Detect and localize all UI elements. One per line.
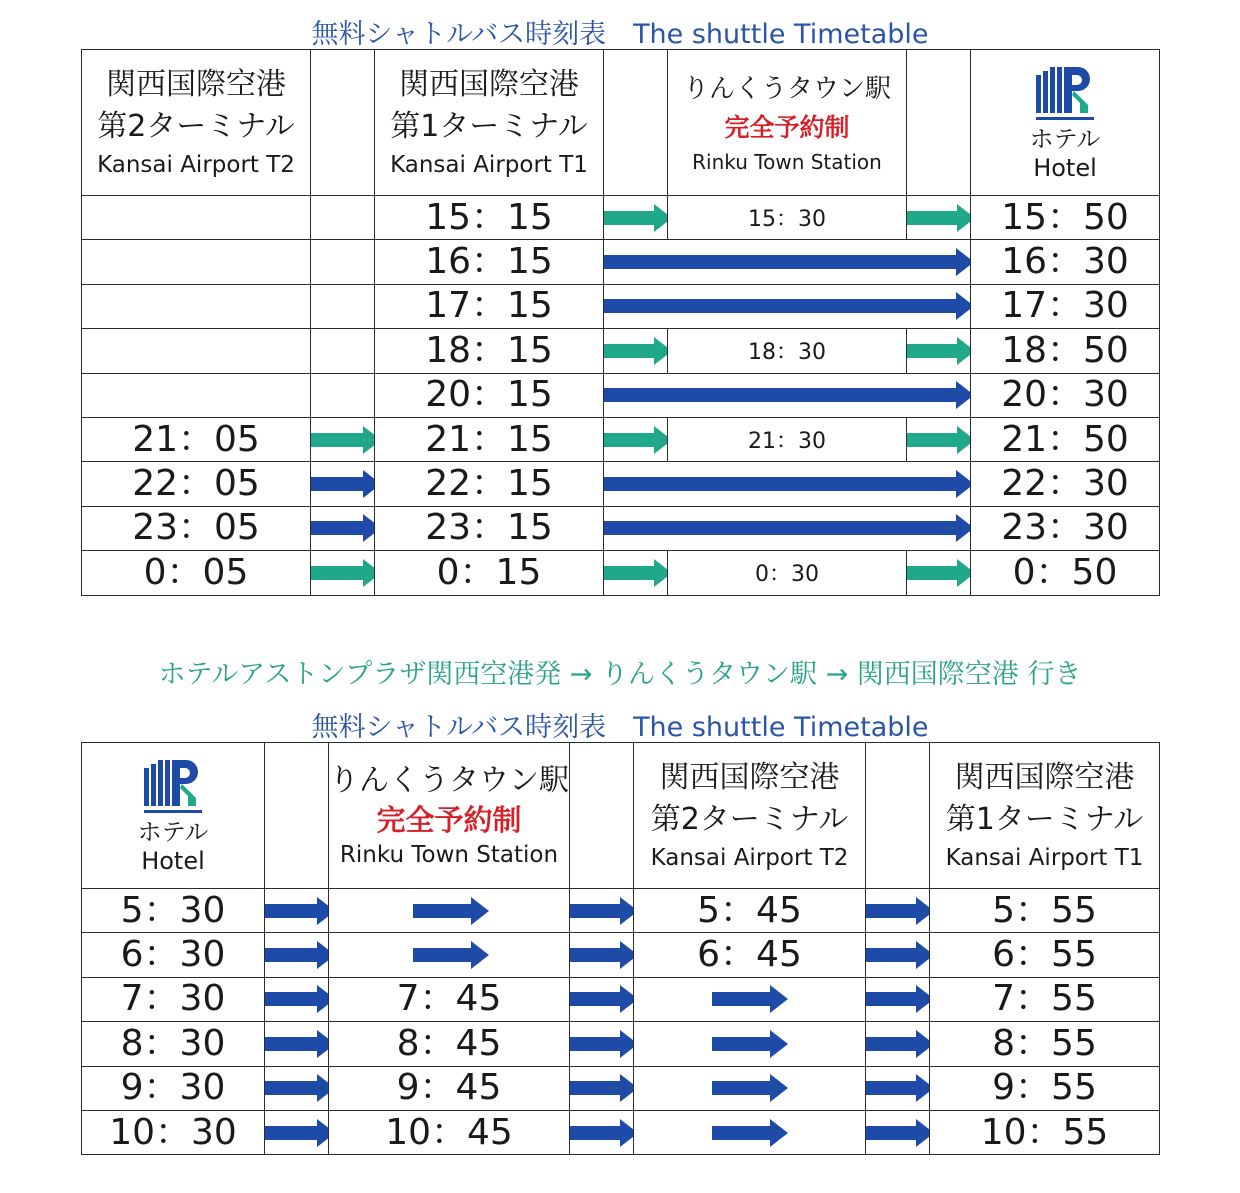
header-t1-jp1: 関西国際空港	[399, 66, 579, 102]
header-rinku	[668, 50, 907, 196]
right-arrow-icon	[570, 896, 634, 926]
hotel-logo-icon	[1034, 63, 1096, 125]
t1-time-text: 21：15	[425, 418, 553, 460]
header-t2-jp1: 関西国際空港	[106, 66, 286, 102]
arrow-cell	[907, 417, 971, 461]
rinku-time-text: 10：45	[385, 1111, 513, 1153]
hotel-time	[82, 889, 265, 933]
timetable-1	[81, 49, 1160, 596]
t1-time-text: 17：15	[425, 285, 553, 327]
timetable-title-2: 無料シャトルバス時刻表 The shuttle Timetable	[311, 712, 929, 743]
right-arrow-icon	[265, 1029, 329, 1059]
arrow-cell	[265, 889, 329, 933]
header-arrow-gap	[604, 50, 668, 196]
right-arrow-icon	[311, 469, 375, 499]
header-t2-en: Kansai Airport T2	[650, 844, 849, 871]
right-arrow-icon	[570, 1118, 634, 1148]
right-arrow-icon	[604, 425, 668, 455]
table-row	[82, 329, 1160, 373]
table-row	[82, 1110, 1160, 1154]
header-rinku-reservation: 完全予約制	[376, 802, 522, 837]
header-hotel-jp: ホテル	[137, 817, 209, 846]
hotel-time	[82, 1110, 265, 1154]
t1-time-text: 22：15	[425, 463, 553, 505]
hotel-time	[971, 240, 1160, 284]
hotel-time	[82, 1066, 265, 1110]
t1-time-text: 7：55	[992, 978, 1097, 1020]
arrow-cell	[311, 417, 375, 461]
arrow-cell	[604, 417, 668, 461]
arrow-cell	[311, 551, 375, 595]
header-t2-jp2: 第2ターミナル	[97, 108, 295, 144]
rinku-time-text: 0：30	[755, 562, 819, 588]
arrow-cell	[311, 240, 375, 284]
right-arrow-icon	[604, 336, 668, 366]
table-row	[82, 373, 1160, 417]
right-arrow-icon	[712, 1073, 788, 1103]
arrow-cell	[866, 1110, 930, 1154]
t2-time	[82, 240, 311, 284]
t2-time-text: 22：05	[132, 463, 260, 505]
arrow-cell	[866, 889, 930, 933]
right-arrow-icon	[712, 1029, 788, 1059]
right-arrow-icon	[866, 896, 930, 926]
t2-time	[634, 933, 866, 977]
hotel-time-text: 10：30	[109, 1111, 237, 1153]
t1-time-text: 9：55	[992, 1067, 1097, 1109]
right-arrow-icon	[311, 425, 375, 455]
hotel-time-text: 17：30	[1001, 285, 1129, 327]
arrow-cell	[907, 329, 971, 373]
header-kansai-t1	[930, 743, 1160, 889]
t1-time-text: 10：55	[980, 1111, 1109, 1153]
t2-time	[82, 551, 311, 595]
arrow-cell	[604, 196, 668, 240]
arrow-cell	[265, 1110, 329, 1154]
t1-time	[375, 284, 604, 328]
t1-time-text: 20：15	[425, 374, 553, 416]
header-hotel-en: Hotel	[1033, 153, 1097, 182]
hotel-logo-icon	[142, 756, 204, 818]
header-t2-en: Kansai Airport T2	[97, 151, 295, 178]
right-arrow-icon	[604, 469, 971, 499]
hotel-time	[82, 1022, 265, 1066]
t2-time-text: 23：05	[132, 507, 260, 549]
hotel-time-text: 22：30	[1001, 463, 1129, 505]
right-arrow-icon	[866, 940, 930, 970]
hotel-time	[971, 417, 1160, 461]
header-rinku-en: Rinku Town Station	[692, 149, 882, 174]
header-hotel	[971, 50, 1160, 196]
table-row	[82, 977, 1160, 1021]
header-kansai-t2	[634, 743, 866, 889]
t1-time	[375, 551, 604, 595]
hotel-time	[82, 933, 265, 977]
table-row	[82, 933, 1160, 977]
arrow-cell	[311, 196, 375, 240]
t1-time	[375, 240, 604, 284]
t1-time-text: 6：55	[992, 934, 1097, 976]
t2-pass-cell	[634, 1110, 866, 1154]
t2-time	[82, 417, 311, 461]
header-t1-en: Kansai Airport T1	[945, 844, 1144, 871]
direct-arrow-cell	[604, 506, 971, 550]
table-row	[82, 417, 1160, 461]
arrow-cell	[311, 329, 375, 373]
rinku-time-text: 8：45	[396, 1022, 502, 1064]
t2-time	[82, 284, 311, 328]
right-arrow-icon	[866, 1118, 930, 1148]
hotel-time	[971, 329, 1160, 373]
hotel-time	[82, 977, 265, 1021]
right-arrow-icon	[265, 1073, 329, 1103]
arrow-cell	[570, 977, 634, 1021]
header-row	[82, 743, 1160, 889]
right-arrow-icon	[712, 1118, 788, 1148]
rinku-time	[668, 417, 907, 461]
right-arrow-icon	[265, 896, 329, 926]
table-row	[82, 196, 1160, 240]
right-arrow-icon	[604, 203, 668, 233]
header-rinku	[329, 743, 570, 889]
t2-time	[82, 506, 311, 550]
header-kansai-t2	[82, 50, 311, 196]
rinku-time-text: 7：45	[396, 978, 502, 1020]
header-arrow-gap	[866, 743, 930, 889]
arrow-cell	[265, 933, 329, 977]
header-t1-jp2: 第1ターミナル	[945, 801, 1144, 837]
hotel-time-text: 9：30	[120, 1067, 226, 1109]
hotel-time-text: 6：30	[120, 934, 226, 976]
t2-pass-cell	[634, 977, 866, 1021]
header-arrow-gap	[907, 50, 971, 196]
hotel-time	[971, 551, 1160, 595]
arrow-cell	[866, 977, 930, 1021]
right-arrow-icon	[570, 1029, 634, 1059]
rinku-time-text: 18：30	[748, 340, 826, 366]
arrow-cell	[866, 933, 930, 977]
table-row	[82, 506, 1160, 550]
arrow-cell	[570, 889, 634, 933]
rinku-time	[329, 1066, 570, 1110]
arrow-cell	[265, 977, 329, 1021]
arrow-cell	[311, 284, 375, 328]
arrow-cell	[907, 551, 971, 595]
arrow-cell	[604, 551, 668, 595]
right-arrow-icon	[907, 425, 971, 455]
hotel-time-text: 16：30	[1001, 241, 1129, 283]
right-arrow-icon	[712, 984, 788, 1014]
t1-time-text: 16：15	[425, 241, 553, 283]
t2-time-text: 21：05	[132, 418, 260, 460]
rinku-time	[668, 196, 907, 240]
t1-time-text: 15：15	[425, 196, 553, 238]
route-subtitle: ホテルアストンプラザ関西空港発 → りんくうタウン駅 → 関西国際空港 行き	[158, 659, 1082, 690]
right-arrow-icon	[866, 1073, 930, 1103]
t1-time-text: 18：15	[425, 329, 553, 371]
table-row	[82, 284, 1160, 328]
direct-arrow-cell	[604, 284, 971, 328]
table-row	[82, 1066, 1160, 1110]
arrow-cell	[311, 506, 375, 550]
right-arrow-icon	[413, 896, 489, 926]
right-arrow-icon	[570, 940, 634, 970]
arrow-cell	[570, 1066, 634, 1110]
direct-arrow-cell	[604, 462, 971, 506]
table-row	[82, 1022, 1160, 1066]
hotel-time	[971, 462, 1160, 506]
hotel-time-text: 5：30	[120, 889, 226, 931]
direct-arrow-cell	[604, 373, 971, 417]
right-arrow-icon	[265, 1118, 329, 1148]
arrow-cell	[866, 1022, 930, 1066]
t2-time-text: 6：45	[697, 934, 802, 976]
right-arrow-icon	[570, 1073, 634, 1103]
right-arrow-icon	[570, 984, 634, 1014]
right-arrow-icon	[907, 203, 971, 233]
t2-time	[82, 196, 311, 240]
right-arrow-icon	[311, 558, 375, 588]
t1-time	[375, 373, 604, 417]
header-kansai-t1	[375, 50, 604, 196]
arrow-cell	[265, 1066, 329, 1110]
arrow-cell	[570, 1110, 634, 1154]
t1-time	[375, 329, 604, 373]
t2-time	[634, 889, 866, 933]
table-row	[82, 551, 1160, 595]
t2-time-text: 5：45	[697, 889, 802, 931]
right-arrow-icon	[907, 336, 971, 366]
hotel-time	[971, 373, 1160, 417]
arrow-cell	[604, 329, 668, 373]
table-row	[82, 462, 1160, 506]
arrow-cell	[311, 373, 375, 417]
t1-time	[930, 1066, 1160, 1110]
header-t1-en: Kansai Airport T1	[390, 151, 588, 178]
t2-pass-cell	[634, 1066, 866, 1110]
arrow-cell	[570, 933, 634, 977]
t1-time	[375, 196, 604, 240]
right-arrow-icon	[604, 558, 668, 588]
t1-time	[930, 1022, 1160, 1066]
hotel-time-text: 7：30	[120, 978, 226, 1020]
rinku-time	[329, 1110, 570, 1154]
arrow-cell	[866, 1066, 930, 1110]
t1-time-text: 0：15	[436, 551, 542, 593]
t1-time	[375, 462, 604, 506]
hotel-time-text: 21：50	[1001, 418, 1129, 460]
t1-time	[930, 977, 1160, 1021]
hotel-time-text: 23：30	[1001, 507, 1129, 549]
t1-time	[930, 933, 1160, 977]
hotel-time	[971, 196, 1160, 240]
header-arrow-gap	[570, 743, 634, 889]
t1-time-text: 8：55	[992, 1022, 1097, 1064]
rinku-pass-cell	[329, 933, 570, 977]
header-hotel	[82, 743, 265, 889]
arrow-cell	[570, 1022, 634, 1066]
rinku-time-text: 9：45	[396, 1067, 502, 1109]
t2-time	[82, 373, 311, 417]
header-t2-jp1: 関西国際空港	[659, 759, 840, 795]
header-rinku-jp: りんくうタウン駅	[329, 762, 569, 798]
right-arrow-icon	[866, 984, 930, 1014]
right-arrow-icon	[604, 247, 971, 277]
t2-time-text: 0：05	[143, 551, 249, 593]
hotel-time-text: 0：50	[1012, 551, 1118, 593]
t2-time	[82, 329, 311, 373]
rinku-time	[668, 329, 907, 373]
hotel-time	[971, 506, 1160, 550]
hotel-time-text: 18：50	[1001, 329, 1129, 371]
right-arrow-icon	[265, 940, 329, 970]
hotel-time	[971, 284, 1160, 328]
right-arrow-icon	[413, 940, 489, 970]
t1-time-text: 5：55	[992, 889, 1097, 931]
header-rinku-reservation: 完全予約制	[724, 112, 850, 142]
right-arrow-icon	[866, 1029, 930, 1059]
right-arrow-icon	[604, 513, 971, 543]
rinku-time-text: 21：30	[748, 429, 826, 455]
header-hotel-en: Hotel	[141, 846, 205, 875]
rinku-time-text: 15：30	[748, 207, 826, 233]
t1-time	[375, 417, 604, 461]
hotel-time-text: 20：30	[1001, 374, 1129, 416]
header-arrow-gap	[311, 50, 375, 196]
t1-time	[930, 1110, 1160, 1154]
t1-time	[375, 506, 604, 550]
rinku-time	[329, 1022, 570, 1066]
header-t1-jp2: 第1ターミナル	[390, 108, 588, 144]
right-arrow-icon	[311, 513, 375, 543]
table-row	[82, 240, 1160, 284]
header-arrow-gap	[265, 743, 329, 889]
right-arrow-icon	[907, 558, 971, 588]
header-row	[82, 50, 1160, 196]
t1-time	[930, 889, 1160, 933]
arrow-cell	[907, 196, 971, 240]
table-row	[82, 889, 1160, 933]
timetable-2	[81, 742, 1160, 1155]
header-hotel-jp: ホテル	[1029, 124, 1101, 153]
right-arrow-icon	[265, 984, 329, 1014]
hotel-time-text: 15：50	[1001, 196, 1129, 238]
rinku-time	[668, 551, 907, 595]
header-rinku-en: Rinku Town Station	[339, 841, 559, 868]
header-t1-jp1: 関西国際空港	[954, 759, 1135, 795]
t2-time	[82, 462, 311, 506]
hotel-time-text: 8：30	[120, 1022, 226, 1064]
arrow-cell	[311, 462, 375, 506]
arrow-cell	[265, 1022, 329, 1066]
header-t2-jp2: 第2ターミナル	[650, 801, 849, 837]
t2-pass-cell	[634, 1022, 866, 1066]
right-arrow-icon	[604, 291, 971, 321]
header-rinku-jp: りんくうタウン駅	[682, 73, 891, 104]
rinku-time	[329, 977, 570, 1021]
rinku-pass-cell	[329, 889, 570, 933]
direct-arrow-cell	[604, 240, 971, 284]
timetable-title-1: 無料シャトルバス時刻表 The shuttle Timetable	[311, 19, 929, 50]
t1-time-text: 23：15	[425, 507, 553, 549]
right-arrow-icon	[604, 380, 971, 410]
